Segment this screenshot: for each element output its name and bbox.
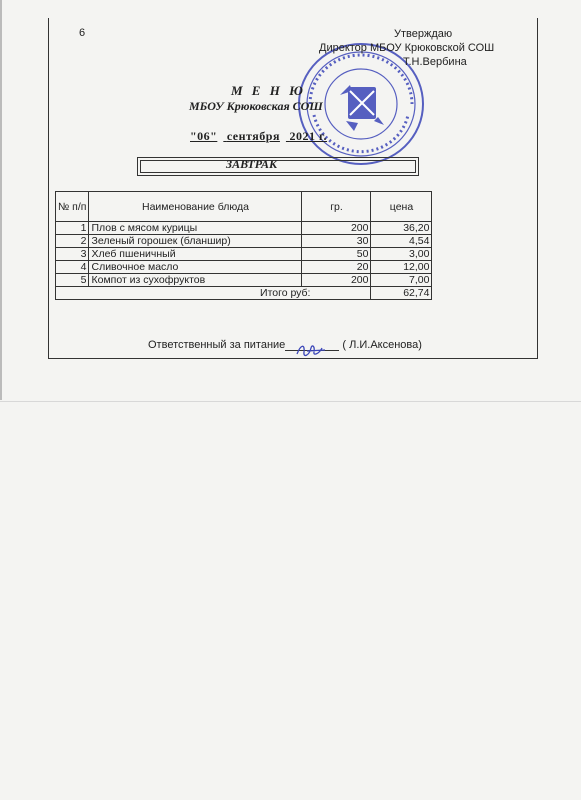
row-grams: 20 — [302, 261, 371, 274]
table-header-row — [56, 192, 432, 222]
row-name: Сливочное масло — [89, 261, 302, 274]
menu-table — [55, 191, 432, 300]
header-name: Наименование блюда — [89, 192, 302, 222]
total-value: 62,74 — [371, 287, 432, 300]
row-name: Зеленый горошек (бланшир) — [89, 235, 302, 248]
row-price: 36,20 — [371, 222, 432, 235]
row-grams: 30 — [302, 235, 371, 248]
row-price: 7,00 — [371, 274, 432, 287]
header-price: цена — [371, 192, 432, 222]
responsible-name: ( Л.И.Аксенова) — [342, 339, 422, 351]
row-grams: 200 — [302, 274, 371, 287]
row-grams: 200 — [302, 222, 371, 235]
row-name: Плов с мясом курицы — [89, 222, 302, 235]
table-row — [56, 261, 432, 274]
table-row — [56, 235, 432, 248]
table-row — [56, 274, 432, 287]
row-no: 5 — [56, 274, 89, 287]
meal-heading-box — [137, 157, 419, 176]
row-price: 3,00 — [371, 248, 432, 261]
date-month: сентября — [226, 129, 280, 143]
row-no: 1 — [56, 222, 89, 235]
meal-heading: ЗАВТРАК — [226, 157, 278, 171]
scan-edge-mark — [0, 0, 2, 400]
date-year: 2021 г. — [289, 129, 328, 143]
row-name: Компот из сухофруктов — [89, 274, 302, 287]
approval-position: Директор МБОУ Крюковской СОШ — [319, 42, 495, 54]
responsible-signature-line — [148, 339, 422, 351]
page-number: 6 — [79, 27, 86, 39]
approval-director-name: Т.Н.Вербина — [403, 56, 467, 68]
row-no: 3 — [56, 248, 89, 261]
date-day: "06" — [190, 129, 218, 143]
responsible-label: Ответственный за питание — [148, 339, 286, 351]
table-total-row — [56, 287, 432, 300]
row-price: 4,54 — [371, 235, 432, 248]
menu-title: М Е Н Ю — [231, 83, 306, 98]
paper-fold-line — [0, 401, 581, 402]
row-price: 12,00 — [371, 261, 432, 274]
row-grams: 50 — [302, 248, 371, 261]
signature-underline — [285, 350, 339, 351]
approval-heading: Утверждаю — [394, 28, 453, 40]
total-label: Итого руб: — [56, 287, 371, 300]
menu-date — [190, 129, 333, 144]
table-row — [56, 222, 432, 235]
row-no: 2 — [56, 235, 89, 248]
handwritten-signature-icon — [295, 342, 329, 360]
header-no: № п/п — [56, 192, 89, 222]
school-name: МБОУ Крюковская СОШ — [189, 99, 323, 113]
row-no: 4 — [56, 261, 89, 274]
row-name: Хлеб пшеничный — [89, 248, 302, 261]
header-grams: гр. — [302, 192, 371, 222]
meal-heading-inner-border — [140, 157, 416, 173]
table-row — [56, 248, 432, 261]
